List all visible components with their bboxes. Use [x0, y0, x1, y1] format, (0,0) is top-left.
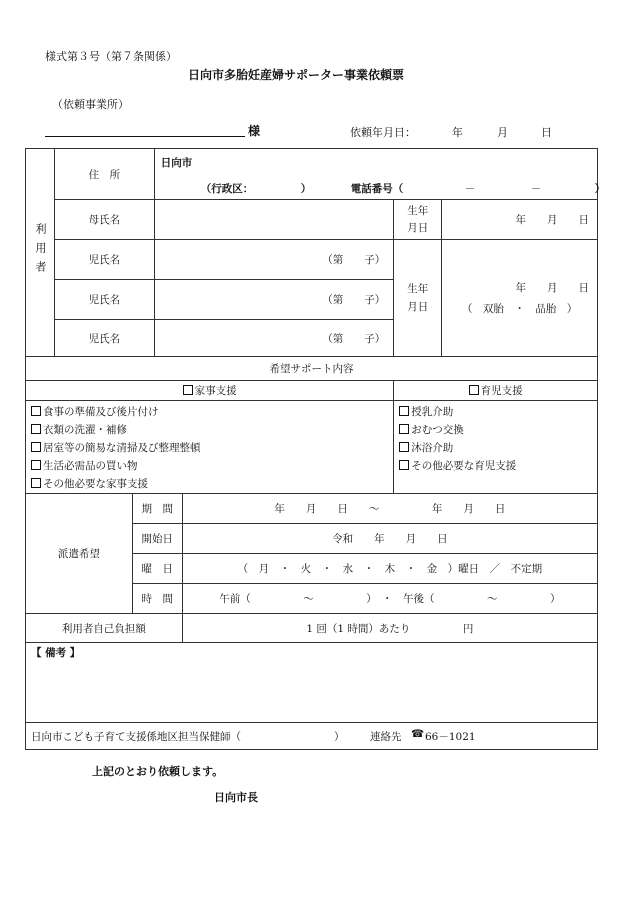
phone-dash-2: －: [530, 183, 542, 195]
housework-item-label: 生活必需品の買い物: [43, 460, 138, 472]
ward-close: ）: [300, 183, 312, 195]
checkbox-icon[interactable]: [399, 424, 409, 434]
fee-label: 利用者自己負担額: [61, 622, 146, 635]
childcare-item-label: 授乳介助: [411, 406, 454, 418]
child-label-cell-2: [54, 280, 154, 320]
request-form-table: [25, 148, 606, 750]
contact-phone: 66－1021: [425, 731, 476, 743]
child-name-field-1[interactable]: [154, 240, 394, 280]
child-birth-label: 生年月日: [407, 283, 429, 313]
period-label: 期 間: [141, 503, 173, 515]
address-label-cell: [54, 149, 154, 200]
child-label: 児氏名: [88, 332, 121, 345]
address-field[interactable]: [154, 149, 606, 200]
checkbox-icon[interactable]: [31, 406, 41, 416]
honorific: 様: [248, 124, 261, 138]
phone-close: ）: [594, 183, 606, 195]
fee-value: 1 回（1 時間）あたり 円: [306, 622, 474, 635]
address-label: 住 所: [88, 168, 121, 181]
weekday-value: （ 月 ・ 火 ・ 水 ・ 木 ・ 金 ）曜日 ／ 不定期: [237, 563, 543, 575]
start-value: 令和 年 月 日: [332, 533, 448, 545]
user-section-cell: [26, 149, 55, 357]
child-order: （第 子）: [322, 332, 386, 345]
support-title: 希望サポート内容: [269, 363, 354, 375]
child-label-cell-3: [54, 320, 154, 357]
form-title: 日向市多胎妊産婦サポーター事業依頼票: [188, 68, 405, 82]
support-title-cell: [26, 357, 598, 381]
checkbox-icon[interactable]: [31, 442, 41, 452]
request-day: 日: [541, 126, 552, 139]
start-field[interactable]: [182, 524, 597, 554]
period-field[interactable]: [182, 494, 597, 524]
mother-birth-date: 年 月 日: [515, 214, 589, 226]
housework-item[interactable]: [31, 475, 393, 493]
childcare-item[interactable]: [399, 421, 597, 439]
child-order: （第 子）: [322, 294, 386, 306]
dispatch-label-cell: [26, 494, 133, 614]
phone-label: 電話番号（: [350, 183, 404, 195]
address-city: 日向市: [160, 157, 193, 169]
child-name-field-3[interactable]: [154, 320, 394, 357]
checkbox-icon[interactable]: [31, 424, 41, 434]
housework-item-label: 居室等の簡易な清掃及び整理整頓: [43, 442, 201, 454]
checkbox-icon[interactable]: [469, 385, 479, 395]
twins-triplets[interactable]: （ 双胎 ・ 品胎 ）: [461, 303, 578, 315]
mother-label: 母氏名: [88, 214, 121, 226]
closing-statement: 上記のとおり依頼します。: [92, 765, 224, 778]
time-label: 時 間: [141, 593, 173, 605]
housework-item[interactable]: [31, 403, 393, 421]
user-section-label: 利用者: [33, 222, 47, 280]
child-birth-date: 年 月 日: [515, 282, 589, 294]
period-label-cell: [132, 494, 182, 524]
mother-name-field[interactable]: [154, 200, 394, 240]
checkbox-icon[interactable]: [399, 442, 409, 452]
childcare-list: [394, 401, 598, 494]
childcare-item-label: おむつ交換: [411, 424, 464, 436]
childcare-item-label: 沐浴介助: [411, 442, 454, 454]
nurse-label: 日向市こども子育て支援係地区担当保健師（: [31, 731, 241, 743]
childcare-title: 育児支援: [480, 385, 523, 397]
requester-label: （依頼事業所）: [52, 98, 129, 111]
checkbox-icon[interactable]: [31, 460, 41, 470]
time-field[interactable]: [182, 584, 597, 614]
phone-icon: ☎: [411, 728, 425, 740]
fee-label-cell: [26, 614, 183, 643]
form-number: 様式第３号（第７条関係）: [45, 50, 177, 63]
childcare-item[interactable]: [399, 403, 597, 421]
time-label-cell: [132, 584, 182, 614]
child-label: 児氏名: [88, 294, 121, 306]
child-birth-field[interactable]: [442, 240, 598, 357]
dispatch-label: 派遣希望: [57, 548, 100, 560]
phone-dash-1: －: [464, 183, 476, 195]
weekday-label: 曜 日: [141, 563, 173, 575]
request-year: 年: [452, 126, 463, 139]
housework-title: 家事支援: [194, 385, 237, 397]
request-date-label: 依頼年月日：: [350, 126, 416, 139]
child-label-cell-1: [54, 240, 154, 280]
child-birth-label-cell: [394, 240, 442, 357]
weekday-label-cell: [132, 554, 182, 584]
checkbox-icon[interactable]: [31, 478, 41, 488]
childcare-item[interactable]: [399, 457, 597, 475]
nurse-close: ）: [334, 731, 345, 743]
childcare-item-label: その他必要な育児支援: [411, 460, 517, 472]
mayor-label: 日向市長: [214, 791, 258, 804]
child-name-field-2[interactable]: [154, 280, 394, 320]
requester-name-line[interactable]: [45, 136, 245, 137]
contact-label: 連絡先: [370, 731, 402, 743]
fee-field[interactable]: [182, 614, 597, 643]
ward-label: （行政区：: [200, 183, 254, 195]
housework-item-label: 衣類の洗濯・補修: [43, 424, 127, 436]
mother-birth-field[interactable]: [442, 200, 598, 240]
mother-label-cell: [54, 200, 154, 240]
request-month: 月: [497, 126, 508, 139]
start-label-cell: [132, 524, 182, 554]
checkbox-icon[interactable]: [399, 406, 409, 416]
mother-birth-label: 生年月日: [407, 204, 429, 234]
housework-item[interactable]: [31, 439, 393, 457]
mother-birth-label-cell: [394, 200, 442, 240]
housework-list: [26, 401, 394, 494]
remarks-label: 【 備考 】: [31, 647, 81, 659]
housework-item-label: 食事の準備及び後片付け: [43, 406, 159, 418]
remarks-field[interactable]: [26, 643, 598, 723]
weekday-field[interactable]: [182, 554, 597, 584]
checkbox-icon[interactable]: [399, 460, 409, 470]
childcare-header[interactable]: [394, 381, 598, 401]
checkbox-icon[interactable]: [183, 385, 193, 395]
housework-header[interactable]: [26, 381, 394, 401]
nurse-contact-row: [26, 723, 598, 750]
time-value: 午前（ ～ ） ・ 午後（ ～ ）: [219, 593, 561, 605]
child-order: （第 子）: [322, 254, 386, 266]
housework-item[interactable]: [31, 457, 393, 475]
child-label: 児氏名: [88, 254, 121, 266]
housework-item[interactable]: [31, 421, 393, 439]
housework-item-label: その他必要な家事支援: [43, 478, 148, 490]
start-label: 開始日: [141, 533, 173, 545]
period-value: 年 月 日 ～ 年 月 日: [274, 503, 506, 515]
childcare-item[interactable]: [399, 439, 597, 457]
